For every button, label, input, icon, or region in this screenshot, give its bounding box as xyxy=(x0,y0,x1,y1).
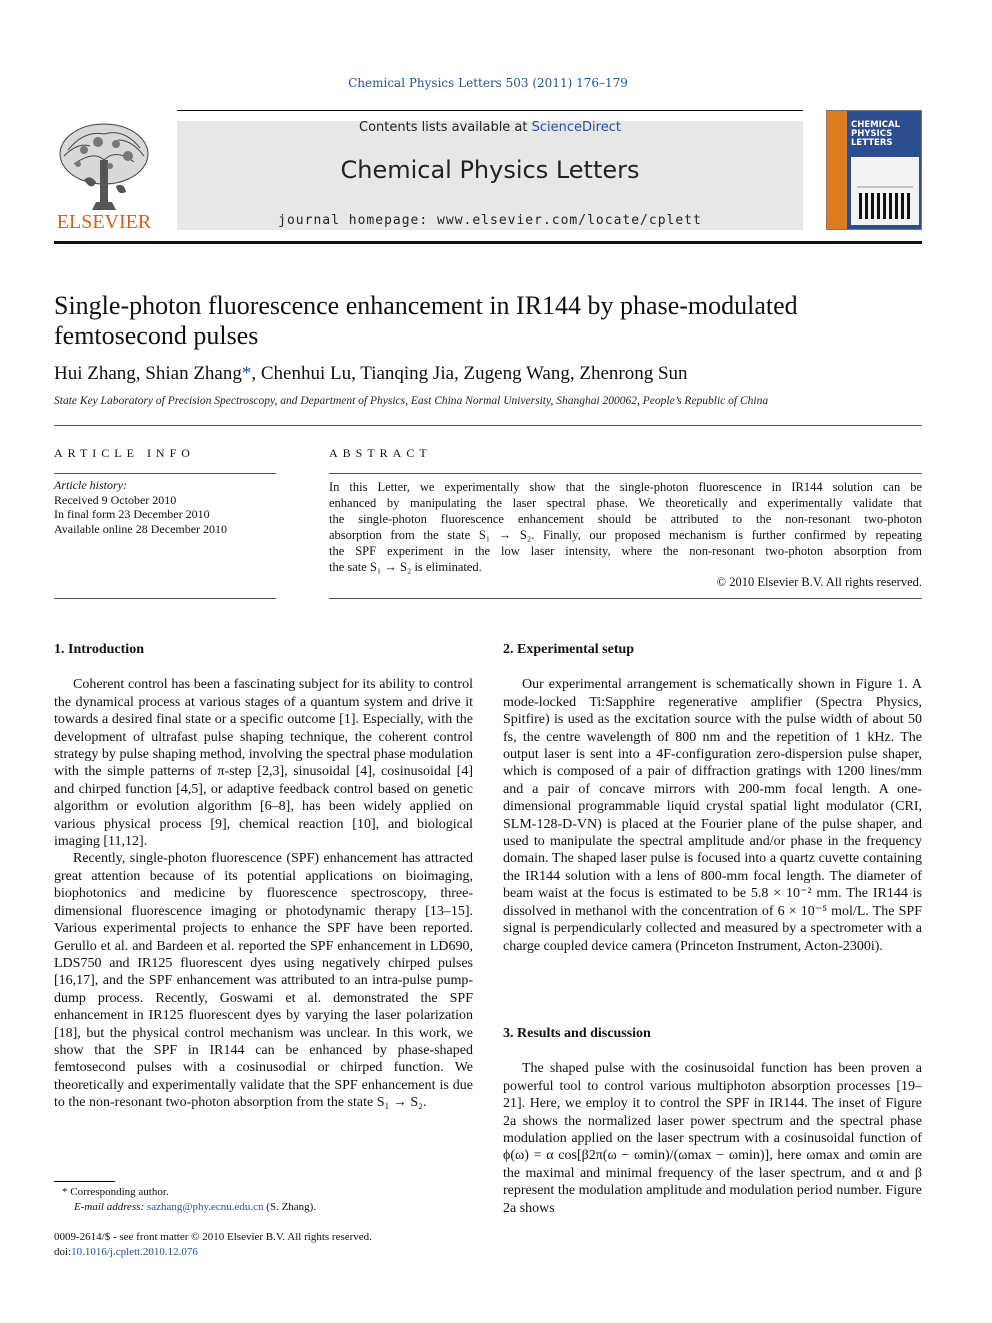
doi-label: doi: xyxy=(54,1246,72,1258)
cover-strip xyxy=(827,111,847,229)
abstract-body: In this Letter, we experimentally show that the single-photon fluorescence in IR144 solution can be enhanced by manipulating the laser spectral phase. We theoretically and experimentally validate that the single-photon fluorescence enhancement should be attributed to the non-resonant two-photon absorption from the state S₁ → S₂. Finally, our proposed mechanism is further confirmed by repeating the SPF experiment in the low laser intensity, where the non-resonant two-photon absorption from the sate S₁ → S₂ is eliminated. xyxy=(329,480,922,574)
article-history xyxy=(54,478,276,536)
article-info-heading: ARTICLE INFO xyxy=(54,446,195,460)
journal-reference[interactable]: Chemical Physics Letters 503 (2011) 176–179 xyxy=(348,76,628,90)
front-matter xyxy=(54,1230,473,1260)
affiliation: State Key Laboratory of Precision Spectroscopy, and Department of Physics, East China Normal University, Shanghai 200062, People’s Republic of China xyxy=(54,395,769,407)
abstract-heading: ABSTRACT xyxy=(329,446,432,460)
contents-prefix: Contents lists available at xyxy=(359,120,532,135)
article-title: Single-photon fluorescence enhancement in IR144 by phase-modulated femtosecond pulses xyxy=(54,291,798,350)
doi-link[interactable]: 10.1016/j.cplett.2010.12.076 xyxy=(71,1246,198,1258)
journal-homepage[interactable]: journal homepage: www.elsevier.com/locate/cplett xyxy=(278,213,702,228)
contents-line xyxy=(177,120,803,135)
paragraph: Our experimental arrangement is schematically shown in Figure 1. A mode-locked Ti:Sapphire regenerative amplifier (Spectra Physics, Spitfire) is used as the excitation source with the pulse width of about 50 fs, the centre wavelength of 800 nm and the repetition of 1 kHz. The output laser is sent into a 4F-configuration zero-dispersion pulse shaper, which is composed of a pair of diffraction gratings with 1200 lines/mm and a pair of concave mirrors with 200-mm focal length. A one-dimensional programmable liquid crystal spatial light modulator (CRI, SLM-128-D-VN) is placed at the Fourier plane of the pulse shaper, and used to manipulate the spectral amplitude and/or phase in the frequency domain. The shaped laser pulse is focused into a quartz cuvette containing the IR144 solution with a lens of 800-mm focal length. The diameter of beam waist at the focus is estimated to be 5.8 × 10⁻² mm. The IR144 is dissolved in methanol with the concentration of 6 × 10⁻⁵ mol/L. The SPF signal is perpendicularly collected and measured by a spectrometer with a charge coupled device camera (Princeton Instrument, Acton-2300i). xyxy=(503,677,922,954)
final-form-date: In final form 23 December 2010 xyxy=(54,507,210,521)
header-rule xyxy=(177,110,803,111)
section-results xyxy=(503,1025,922,1217)
email-label: E-mail address: xyxy=(74,1201,145,1213)
section-heading: 3. Results and discussion xyxy=(503,1026,651,1041)
paragraph: Recently, single-photon fluorescence (SPF) enhancement has attracted great attention because of its potential applications on bioimaging, biophotonics and medicine by fluorescence spectroscopy, three-dimensional fluorescence imaging or photodynamic therapy [13–15]. Various experimental projects to enhance the SPF have been reported. Gerullo et al. and Bardeen et al. reported the SPF enhancement in LD690, LDS750 and IR125 fluorescent dyes using negatively chirped pulses [16,17], and the SPF enhancement was attributed to an intra-pulse pump-dump process. Recently, Goswami et al. demonstrated the SPF enhancement in IR125 fluorescent dyes by varying the laser polarization [18], but the physical control mechanism was unclear. In this work, we show that the SPF in IR144 can be enhanced by phase-shaped femtosecond pulses with a cosinusodial or chirped function. We theoretically and experimentally validate that the SPF enhancement is due to the non-resonant two-photon absorption from the state S₁ → S₂. xyxy=(54,851,473,1111)
corresponding-author-note: * Corresponding author. xyxy=(62,1186,169,1198)
abstract-bottom-rule xyxy=(329,598,922,599)
corresponding-author-mark[interactable]: * xyxy=(241,363,252,384)
journal-title: Chemical Physics Letters xyxy=(340,156,640,184)
issn-line: 0009-2614/$ - see front matter © 2010 Elsevier B.V. All rights reserved. xyxy=(54,1231,372,1243)
header-bottom-rule xyxy=(54,241,922,244)
journal-cover-image[interactable] xyxy=(826,110,922,230)
sciencedirect-link[interactable]: ScienceDirect xyxy=(531,120,621,135)
abstract-rule xyxy=(329,473,922,474)
cover-title: CHEMICAL PHYSICS LETTERS xyxy=(851,120,901,148)
elsevier-wordmark[interactable]: ELSEVIER xyxy=(56,211,152,233)
cover-graphic xyxy=(851,157,919,225)
author-list: Hui Zhang, Shian Zhang*, Chenhui Lu, Tianqing Jia, Zugeng Wang, Zhenrong Sun xyxy=(54,363,688,384)
section-introduction xyxy=(54,641,473,1112)
email-suffix: (S. Zhang). xyxy=(266,1201,317,1213)
copyright-line: © 2010 Elsevier B.V. All rights reserved. xyxy=(716,575,922,589)
footnote-rule xyxy=(54,1181,115,1182)
article-info-rule xyxy=(54,473,276,474)
section-heading: 1. Introduction xyxy=(54,642,144,657)
section-experimental-setup xyxy=(503,641,922,955)
online-date: Available online 28 December 2010 xyxy=(54,521,228,536)
received-date: Received 9 October 2010 xyxy=(54,492,177,507)
footnote-author xyxy=(62,1185,473,1215)
section-heading: 2. Experimental setup xyxy=(503,642,635,657)
paragraph: Coherent control has been a fascinating subject for its ability to control the dynamical process at various stages of a quantum system and drive it towards a desired final state or a specific outcome [1]. Especially, with the development of ultrafast pulse shaping technique, the coherent control strategy by pulse shaping method, involving the spectral phase modulation with the simple patterns of π-step [2,3], sinusoidal [4], cosinusoidal [4] and chirped function [4,5], or adaptive feedback control based on genetic algorithm or evolution algorithm [6–8], has been widely applied on various physical process [9], chemical reaction [10], and biological imaging [11,12]. xyxy=(54,677,473,850)
history-label: Article history: xyxy=(54,478,127,492)
email-link[interactable]: sazhang@phy.ecnu.edu.cn xyxy=(146,1201,264,1213)
paragraph: The shaped pulse with the cosinusoidal function has been proven a powerful tool to control various multiphoton absorption processes [19–21]. Here, we employ it to control the SPF in IR144. The inset of Figure 2a shows the normalized laser power spectrum and the spectral phase modulation applied on the laser spectrum with a cosinusoidal function of ϕ(ω) = α cos[β2π(ω − ωmin)/(ωmax − ωmin)], here ωmax and ωmin are the maximal and minimal frequency of the laser spectrum, and α and β represent the modulation amplitude and modulation period number. Figure 2a shows xyxy=(503,1061,922,1216)
title-rule xyxy=(54,425,922,426)
article-info-bottom-rule xyxy=(54,598,276,599)
